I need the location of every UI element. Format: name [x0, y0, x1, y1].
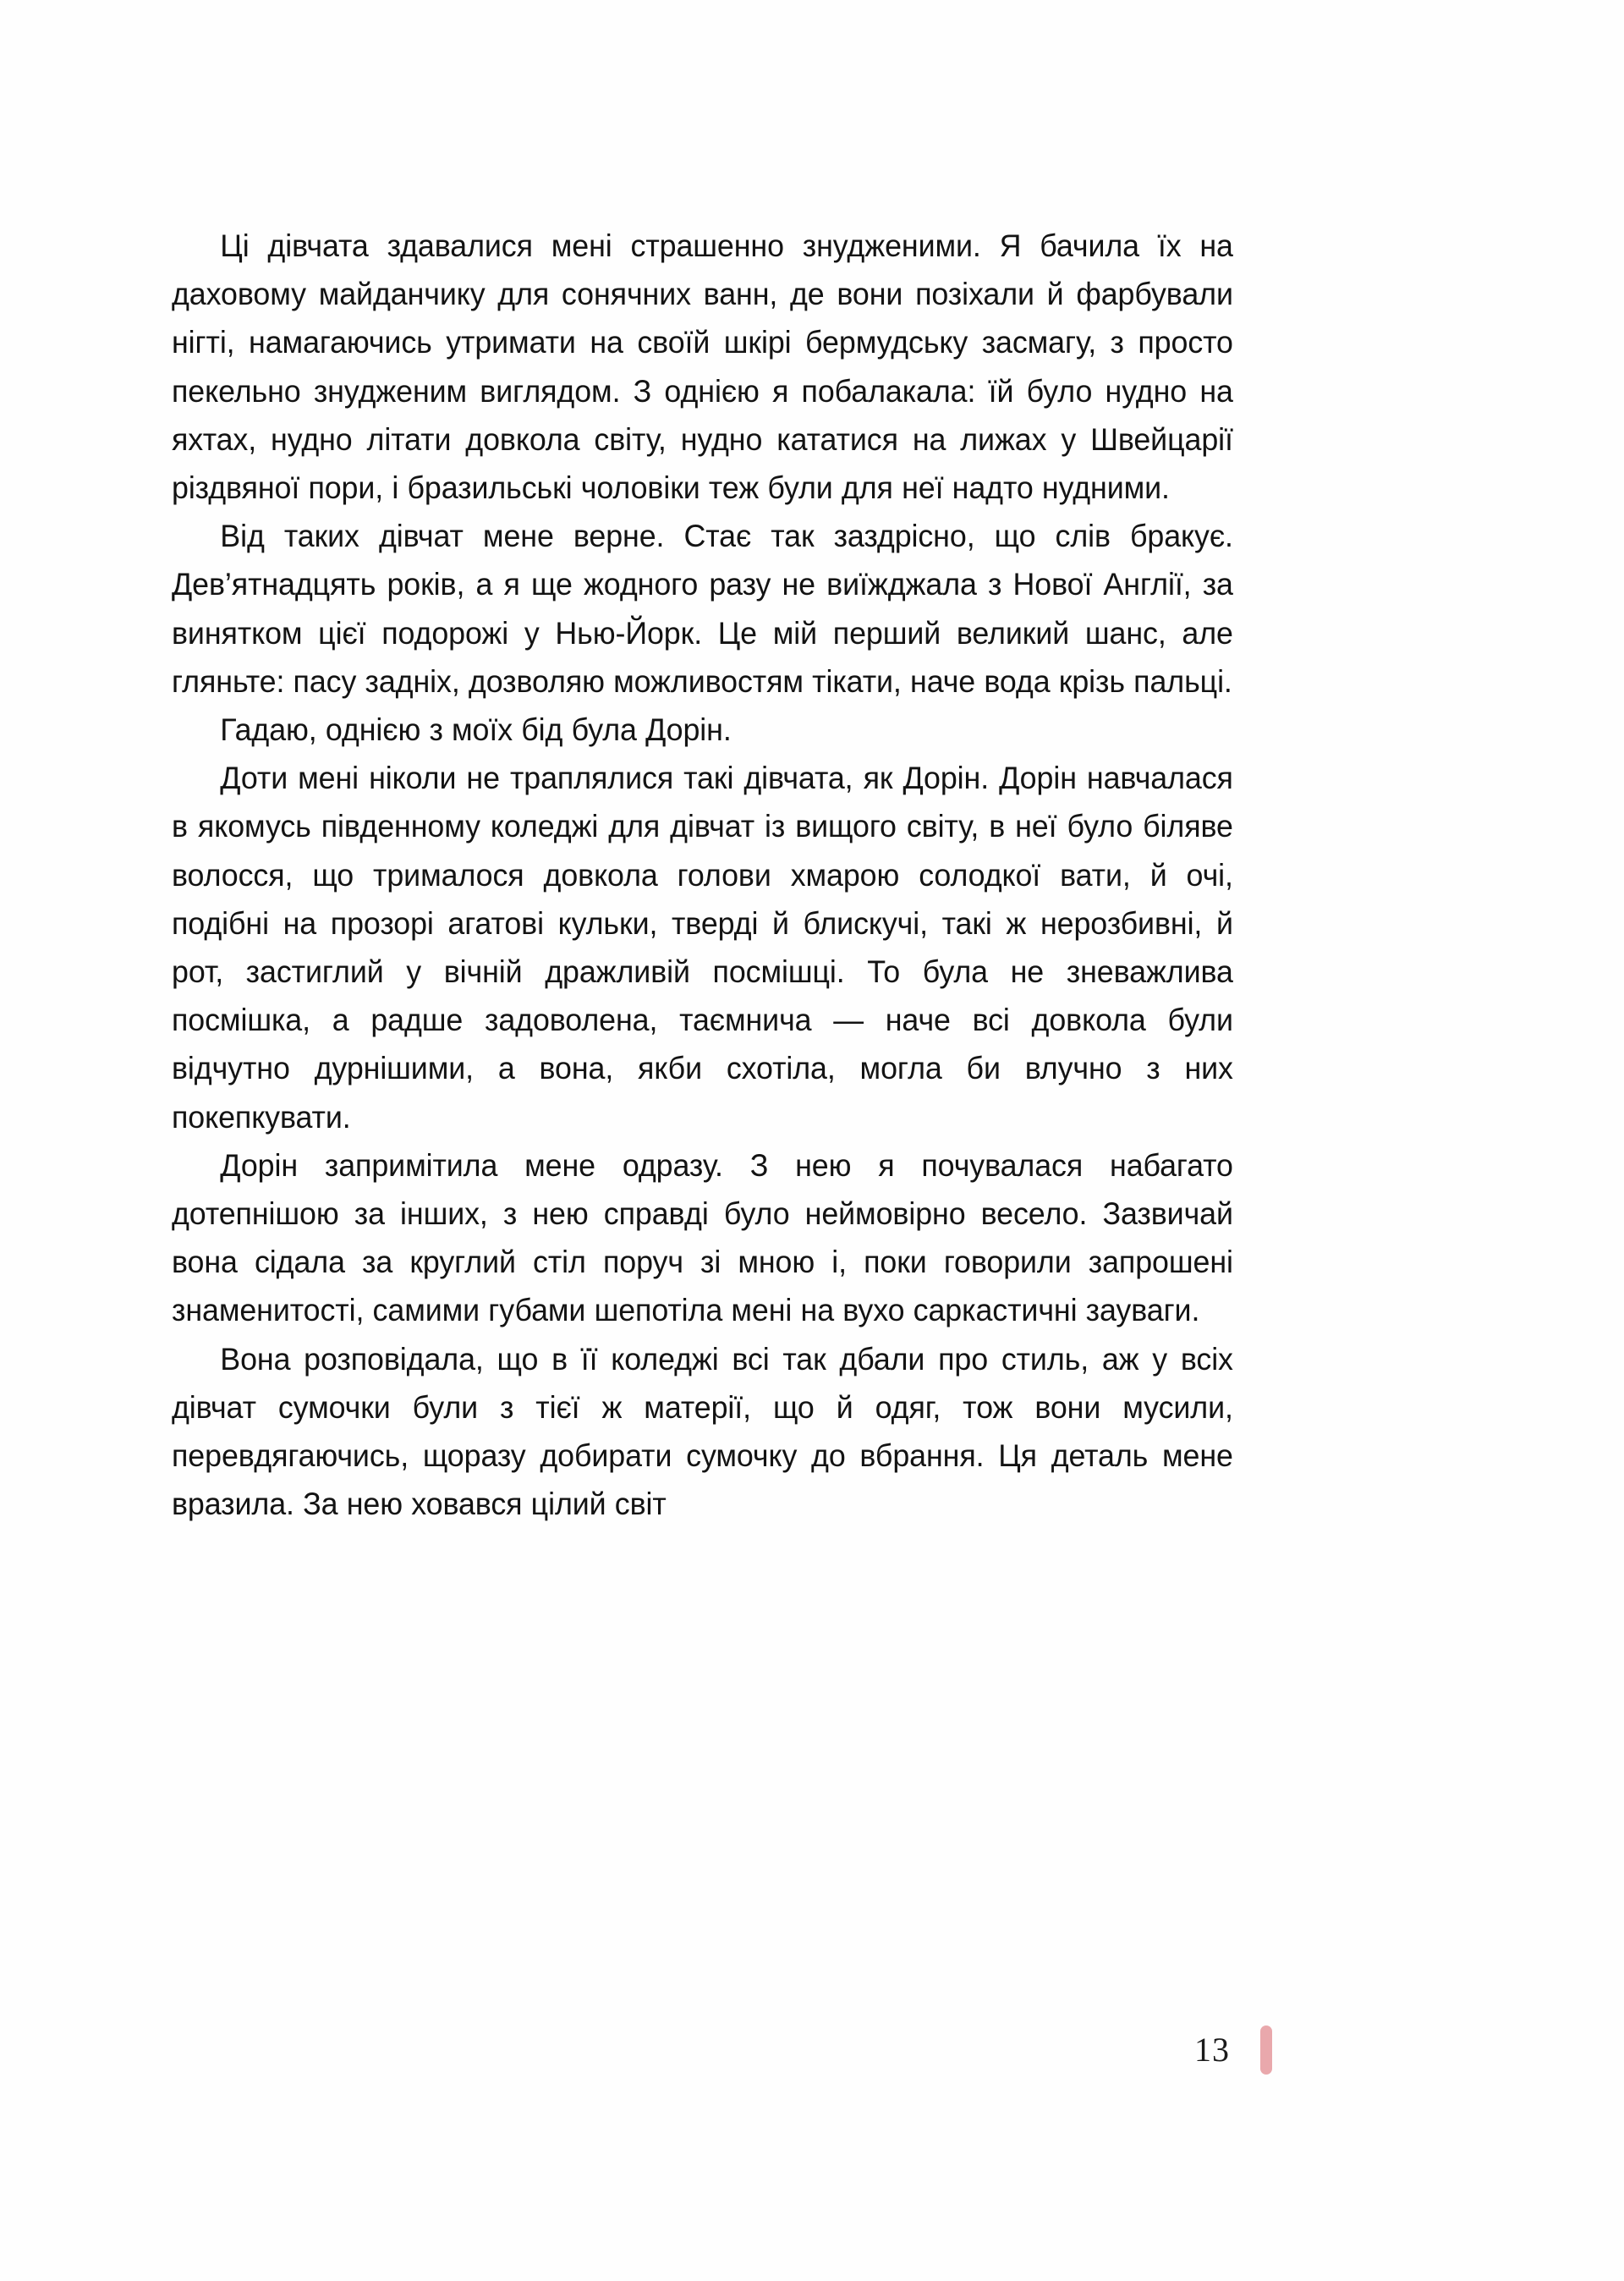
paragraph: Доти мені ніколи не траплялися такі дівчата, як Дорін. Дорін навчалася в якомусь південному коледжі для дівчат із вищого світу, в неї було біляве волосся, що трималося довкола голови хмарою солодкої вати, й очі, подібні на прозорі агатові кульки, тверді й блискучі, такі ж нерозбивні, й рот, застиглий у вічній дражливій посмішці. То була не зневажлива посмішка, а радше задоволена, таємнича — наче всі довкола були відчутно дурнішими, а вона, якби схотіла, могла би влучно з них покепкувати.	[172, 760, 1233, 1135]
paragraph: Від таких дівчат мене верне. Стає так заздрісно, що слів бракує. Дев’ятнадцять років, а я ще жодного разу не виїжджала з Нової Англії, за винятком цієї подорожі у Нью-Йорк. Це мій перший великий шанс, але гляньте: пасу задніх, дозволяю можливостям тікати, наче вода крізь пальці.	[172, 518, 1233, 699]
paragraph: Ці дівчата здавалися мені страшенно знудженими. Я бачила їх на даховому майданчику для сонячних ванн, де вони позіхали й фарбували нігті, намагаючись утримати на своїй шкірі бермудську засмагу, з просто пекельно знудженим виглядом. З однією я побалакала: їй було нудно на яхтах, нудно літати довкола світу, нудно кататися на лижах у Швейцарії різдвяної пори, і бразильські чоловіки теж були для неї надто нудними.	[172, 228, 1233, 506]
folio-accent-bar	[1260, 2025, 1272, 2075]
paragraph: Гадаю, однією з моїх бід була Дорін.	[220, 712, 732, 748]
page-text-block	[172, 222, 1283, 1528]
page-number: 13	[1194, 2031, 1230, 2069]
paragraph: Дорін запримітила мене одразу. З нею я почувалася набагато дотепнішою за інших, з нею справді було неймовірно весело. Зазвичай вона сідала за круглий стіл поруч зі мною і, поки говорили запрошені знаменитості, самими губами шепотіла мені на вухо саркастичні зауваги.	[172, 1146, 1233, 1328]
paragraph: Вона розповідала, що в її коледжі всі так дбали про стиль, аж у всіх дівчат сумочки були з тієї ж матерії, що й одяг, тож вони мусили, перевдягаючись, щоразу добирати сумочку до вбрання. Ця деталь мене вразила. За нею ховався цілий світ	[172, 1340, 1233, 1522]
page-footer	[1194, 2025, 1272, 2075]
